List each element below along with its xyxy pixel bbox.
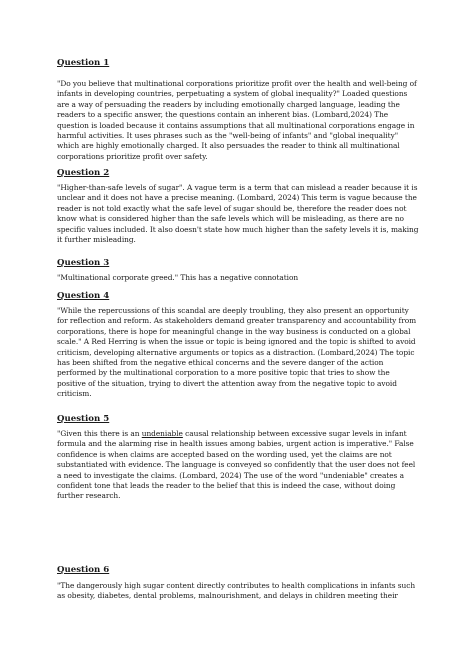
question-5-underlined-word: undeniable — [141, 429, 183, 438]
question-4-heading: Question 4 — [57, 291, 110, 301]
question-3-heading: Question 3 — [57, 258, 110, 268]
question-1-answer: "Do you believe that multinational corporations prioritize profit over the health and well-being of infants in developing countries, perpetuating a system of global inequality?" Loaded questions are a way of persuading the readers by including emotionally charged language, leading the readers to a specific answer, the questions contain an inherent bias. (Lombard,2024) The question is loaded because it contains assumptions that all multinational corporations engage in harmful activities. It uses phrases such as the "well-being of infants" and "global inequality" which are highly emotionally charged. It also persuades the reader to think all multinational corporations prioritize profit over safety. — [57, 79, 417, 161]
question-2-heading: Question 2 — [57, 168, 110, 178]
question-1-heading: Question 1 — [57, 58, 110, 68]
question-2-answer: "Higher-than-safe levels of sugar". A vague term is a term that can mislead a reader because it is unclear and it does not have a precise meaning. (Lombard, 2024) This term is vague because the reader is not told exactly what the safe level of sugar should be, therefore the reader does not know what is considered higher than the safe levels which will be misleading, as there are no specific values included. It also doesn't state how much higher than the safety levels it is, making it further misleading. — [57, 183, 419, 245]
question-6-heading: Question 6 — [57, 565, 110, 575]
question-5-heading: Question 5 — [57, 414, 110, 424]
question-3-answer: "Multinational corporate greed." This has a negative connotation — [57, 273, 299, 282]
question-6-answer: "The dangerously high sugar content directly contributes to health complications in infants such as obesity, diabetes, dental problems, malnourishment, and delays in children meeting their — [57, 581, 416, 601]
question-4-answer: "While the repercussions of this scandal are deeply troubling, they also present an opportunity for reflection and reform. As stakeholders demand greater transparency and accountability from corporations, there is hope for meaningful change in the way business is conducted on a global scale." A Red Herring is when the issue or topic is being ignored and the topic is shifted to avoid criticism, developing alternative arguments or topics as a distraction. (Lombard,2024) The topic has been shifted from the negative ethical concerns and the severe danger of the action performed by the multinational corporation to a more positive topic that tries to show the positive of the situation, trying to divert the attention away from the negative topic to avoid criticism. — [57, 306, 417, 399]
question-5-text-after: causal relationship between excessive sugar levels in infant formula and the alarming rise in health issues among babies, urgent action is imperative." False confidence is when claims are accepted based on the wording used, yet the claims are not substantiated with evidence. The language is conveyed so confidently that the user does not feel a need to investigate the claims. (Lombard, 2024) The use of the word "undeniable" creates a confident tone that leads the reader to the belief that this is indeed the case, without doing further research. — [57, 429, 416, 501]
question-5-text-before: "Given this there is an — [57, 429, 142, 438]
question-5-answer — [57, 429, 419, 502]
